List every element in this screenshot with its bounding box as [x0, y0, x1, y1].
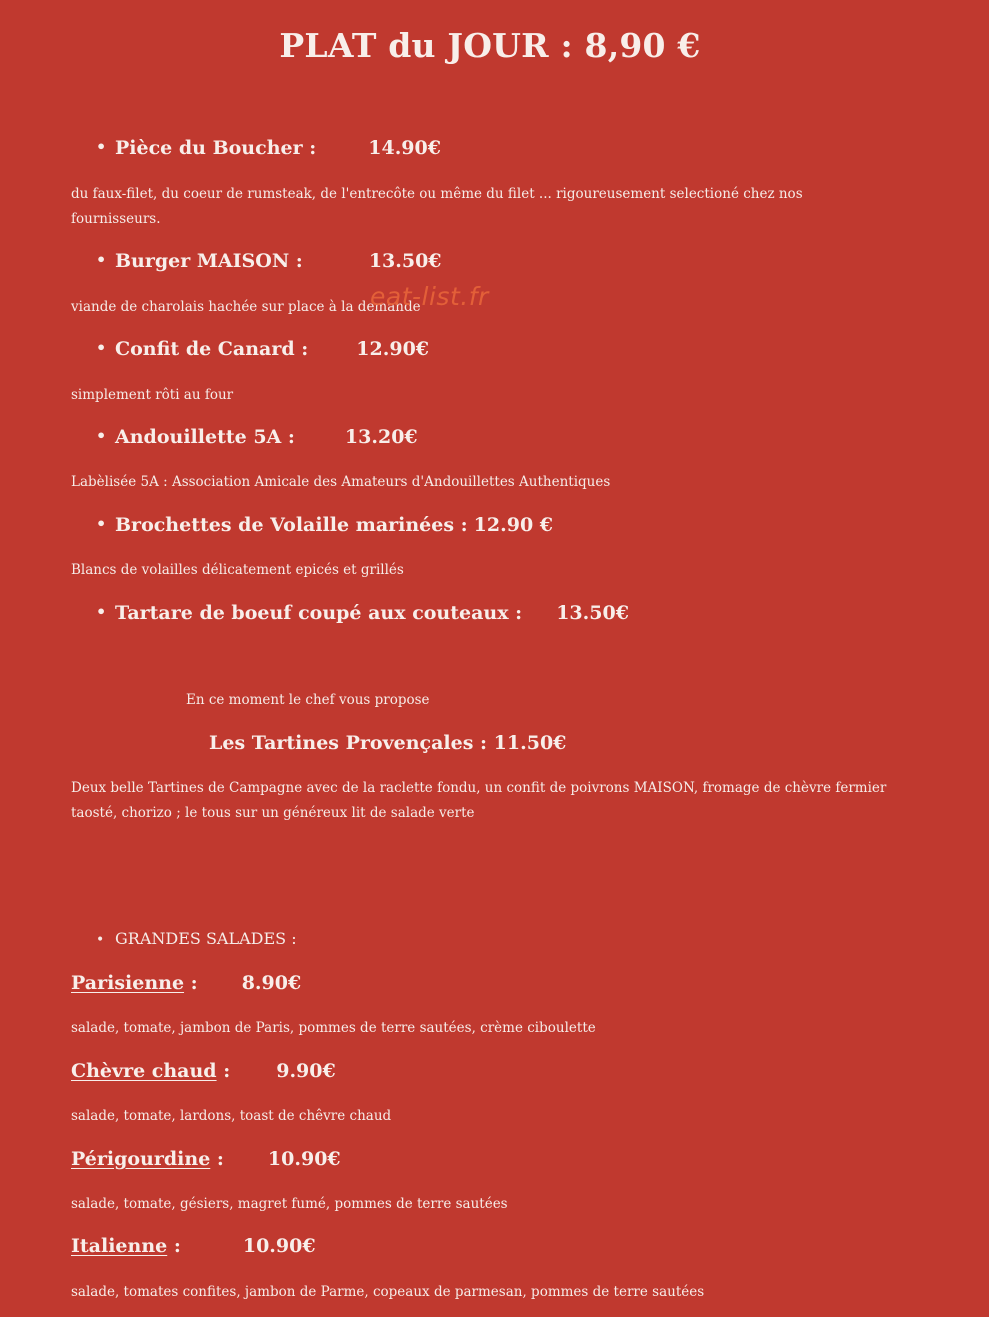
salad-separator: :: [167, 1235, 181, 1257]
dish-name: Burger MAISON :: [115, 250, 303, 272]
dish-description: Blancs de volailles délicatement epicés et grillés: [71, 562, 404, 578]
dish-name: Tartare de boeuf coupé aux couteaux :: [115, 602, 523, 624]
dish-name: Brochettes de Volaille marinées :: [115, 514, 468, 536]
salad-item: [71, 972, 301, 994]
dish-item: [96, 514, 553, 536]
salad-description: salade, tomate, lardons, toast de chêvre chaud: [71, 1108, 392, 1124]
watermark-logo: eat-list.fr: [370, 282, 489, 311]
dish-item: [96, 602, 629, 624]
dish-price: 14.90€: [368, 137, 441, 159]
bullet-icon: •: [96, 426, 107, 445]
salad-item: [71, 1060, 336, 1082]
salad-price: 10.90€: [267, 1148, 341, 1170]
salad-description: salade, tomate, gésiers, magret fumé, pommes de terre sautées: [71, 1196, 508, 1212]
bullet-icon: •: [96, 250, 107, 269]
dish-description: du faux-filet, du coeur de rumsteak, de l'entrecôte ou même du filet ... rigoureusement selectioné chez nos fournisseurs.: [71, 186, 803, 227]
dish-price: 13.50€: [556, 602, 629, 624]
salad-description: salade, tomate, jambon de Paris, pommes de terre sautées, crème ciboulette: [71, 1020, 596, 1036]
salad-separator: :: [184, 972, 198, 994]
salad-description: salade, tomates confites, jambon de Parme, copeaux de parmesan, pommes de terre sautées: [71, 1284, 705, 1300]
dish-description: viande de charolais hachée sur place à la demande: [71, 299, 421, 315]
dish-price: 13.50€: [368, 250, 442, 272]
salad-name: Périgourdine: [71, 1148, 211, 1170]
bullet-icon: •: [96, 137, 107, 156]
dish-name: Andouillette 5A :: [115, 426, 295, 448]
salads-heading-label: GRANDES SALADES :: [115, 929, 297, 948]
chef-special-intro: En ce moment le chef vous propose: [186, 692, 430, 708]
dish-item: [96, 338, 429, 360]
salad-name: Italienne: [71, 1235, 168, 1257]
bullet-icon: •: [96, 338, 107, 357]
page-title: PLAT du JOUR : 8,90 €: [279, 26, 701, 65]
special-description: Deux belle Tartines de Campagne avec de la raclette fondu, un confit de poivrons MAISON, fromage de chèvre fermier taosté, chorizo ; le tous sur un généreux lit de salade verte: [71, 780, 887, 821]
dish-item: [96, 137, 441, 159]
dish-item: [96, 426, 418, 448]
salad-item: [71, 1148, 341, 1170]
bullet-icon: •: [96, 514, 107, 533]
dish-description: simplement rôti au four: [71, 387, 234, 403]
salads-heading: [96, 929, 297, 948]
salad-separator: :: [210, 1148, 224, 1170]
salad-price: 10.90€: [242, 1235, 316, 1257]
dish-price: 13.20€: [344, 426, 418, 448]
dish-name: Confit de Canard :: [115, 338, 309, 360]
salad-price: 8.90€: [241, 972, 302, 994]
salad-name: Parisienne: [71, 972, 185, 994]
dish-description: Labèlisée 5A : Association Amicale des Amateurs d'Andouillettes Authentiques: [71, 474, 611, 490]
dish-name: Pièce du Boucher :: [115, 137, 317, 159]
dish-price: 12.90€: [356, 338, 430, 360]
dish-item: [96, 250, 442, 272]
bullet-icon: •: [96, 932, 105, 948]
special-price: 11.50€: [493, 732, 567, 754]
bullet-icon: •: [96, 602, 107, 621]
salad-name: Chèvre chaud: [71, 1060, 217, 1082]
salad-separator: :: [216, 1060, 231, 1082]
special-name: Les Tartines Provençales :: [209, 732, 488, 754]
dish-price: 12.90 €: [473, 514, 554, 536]
salad-item: [71, 1235, 316, 1257]
salad-price: 9.90€: [276, 1060, 336, 1082]
chef-special-title: [209, 732, 566, 754]
